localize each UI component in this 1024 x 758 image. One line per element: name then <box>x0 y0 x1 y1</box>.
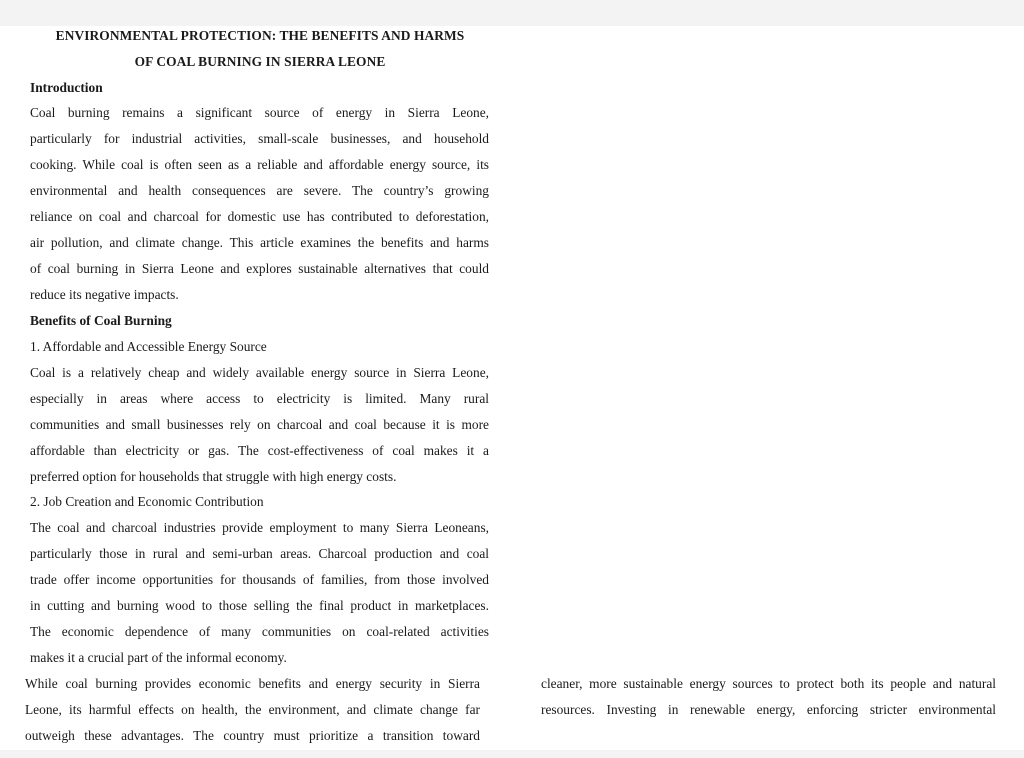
paragraph-line: cooking. While coal is often seen as a reliable and affordable energy source, its <box>30 157 489 172</box>
conclusion-line: Leone, its harmful effects on health, the environment, and climate change far <box>25 702 480 717</box>
paragraph-line: makes it a crucial part of the informal economy. <box>30 650 287 665</box>
paragraph-line: Coal is a relatively cheap and widely available energy source in Sierra Leone, <box>30 365 489 380</box>
subheading-affordable: 1. Affordable and Accessible Energy Source <box>30 339 267 354</box>
paragraph-line: reduce its negative impacts. <box>30 287 179 302</box>
paragraph-line: The economic dependence of many communities on coal-related activities <box>30 624 489 639</box>
paragraph-line: of coal burning in Sierra Leone and explores sustainable alternatives that could <box>30 261 489 276</box>
conclusion-line: cleaner, more sustainable energy sources to protect both its people and natural <box>541 676 996 691</box>
paragraph-line: trade offer income opportunities for thousands of families, from those involved <box>30 572 489 587</box>
paragraph-line: air pollution, and climate change. This article examines the benefits and harms <box>30 235 489 250</box>
paragraph-line: Coal burning remains a significant source of energy in Sierra Leone, <box>30 105 489 120</box>
paragraph-line: preferred option for households that struggle with high energy costs. <box>30 469 397 484</box>
document-title-line: ENVIRONMENTAL PROTECTION: THE BENEFITS AND HARMS <box>55 28 465 43</box>
paragraph-line: communities and small businesses rely on charcoal and coal because it is more <box>30 417 489 432</box>
document-title-line: OF COAL BURNING IN SIERRA LEONE <box>134 54 386 69</box>
viewer-toolbar <box>0 0 1024 26</box>
paragraph-line: particularly those in rural and semi-urban areas. Charcoal production and coal <box>30 546 489 561</box>
paragraph-line: reliance on coal and charcoal for domestic use has contributed to deforestation, <box>30 209 489 224</box>
conclusion-line: outweigh these advantages. The country must prioritize a transition toward <box>25 728 480 743</box>
page-gap <box>0 750 1024 758</box>
paragraph-line: environmental and health consequences are severe. The country’s growing <box>30 183 489 198</box>
paragraph-line: especially in areas where access to electricity is limited. Many rural <box>30 391 489 406</box>
conclusion-line: resources. Investing in renewable energy, enforcing stricter environmental <box>541 702 996 717</box>
paragraph-line: The coal and charcoal industries provide employment to many Sierra Leoneans, <box>30 520 489 535</box>
section-heading-benefits: Benefits of Coal Burning <box>30 313 172 328</box>
subheading-job-creation: 2. Job Creation and Economic Contribution <box>30 494 264 509</box>
paragraph-line: particularly for industrial activities, small-scale businesses, and household <box>30 131 489 146</box>
section-heading-introduction: Introduction <box>30 80 103 95</box>
paragraph-line: affordable than electricity or gas. The cost-effectiveness of coal makes it a <box>30 443 489 458</box>
conclusion-line: While coal burning provides economic benefits and energy security in Sierra <box>25 676 480 691</box>
paragraph-line: in cutting and burning wood to those selling the final product in marketplaces. <box>30 598 489 613</box>
